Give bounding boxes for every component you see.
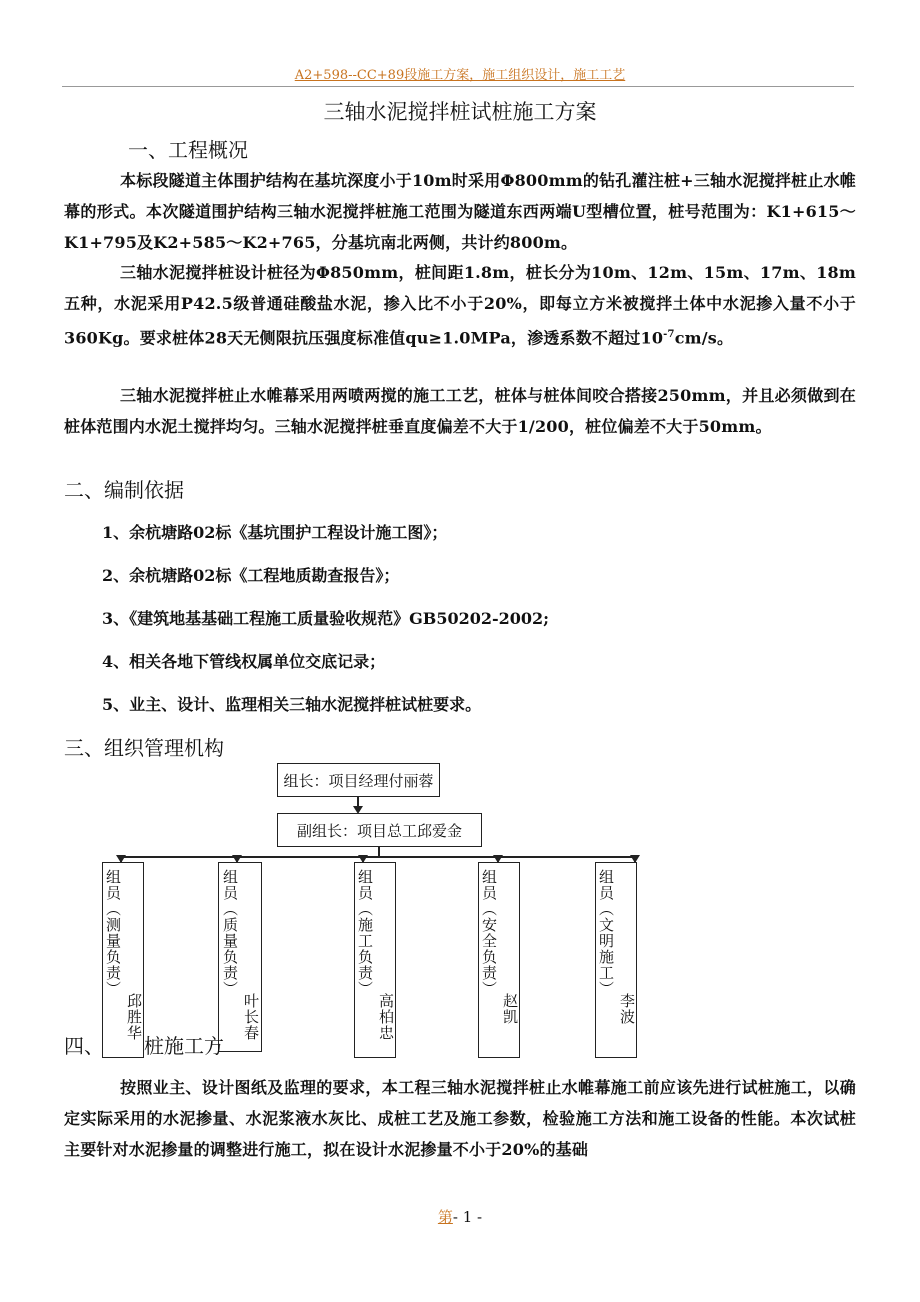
leader-box: 组长：项目经理付丽蓉 [277, 763, 440, 797]
overview-paragraph-3: 三轴水泥搅拌桩止水帷幕采用两喷两搅的施工工艺，桩体与桩体间咬合搭接250mm，并且必须做到在桩体范围内水泥土搅拌均匀。三轴水泥搅拌桩垂直度偏差不大于1/200，桩位偏差不大于50mm。 [64, 386, 856, 436]
member-name: 李波 [618, 993, 636, 1025]
section-heading-organization: 三、组织管理机构 [64, 736, 224, 760]
section-heading-overview: 一、工程概况 [128, 138, 248, 162]
document-title: 三轴水泥搅拌桩试桩施工方案 [323, 100, 597, 124]
section-heading-trial-left: 四、 [64, 1034, 104, 1058]
member-box [478, 862, 520, 1058]
member-name: 赵凯 [501, 993, 519, 1025]
page-footer [0, 1206, 920, 1227]
member-box [354, 862, 396, 1058]
member-name: 高柏忠 [377, 993, 395, 1041]
footer-prefix: 第 [437, 1208, 453, 1226]
member-box [595, 862, 637, 1058]
basis-item-3: 3、《建筑地基基础工程施工质量验收规范》GB50202-2002; [102, 609, 550, 628]
horizontal-branch-line [120, 856, 636, 858]
basis-item-2: 2、余杭塘路02标《工程地质勘查报告》； [102, 566, 400, 585]
overview-paragraph-2-text: 三轴水泥搅拌桩设计桩径为Φ850mm，桩间距1.8m，桩长分为10m、12m、15m、17m、18m五种，水泥采用P42.5级普通硅酸盐水泥，掺入比不小于20%，即每立方米被搅拌土体中水泥掺入量不小于360Kg。要求桩体28天无侧限抗压强度标准值qu≥1.0MPa，渗透系数不超过10 [64, 263, 856, 348]
basis-item-4: 4、相关各地下管线权属单位交底记录； [102, 652, 386, 671]
page-number: - 1 - [452, 1208, 483, 1226]
member-role: 组员（施工负责） [356, 869, 374, 997]
member-role: 组员（质量负责） [221, 869, 239, 997]
trial-paragraph: 按照业主、设计图纸及监理的要求，本工程三轴水泥搅拌桩止水帷幕施工前应该先进行试桩施工，以确定实际采用的水泥掺量、水泥浆液水灰比、成桩工艺及施工参数，检验施工方法和施工设备的性能。本次试桩主要针对水泥掺量的调整进行施工，拟在设计水泥掺量不小于20%的基础 [64, 1078, 856, 1159]
section-heading-trial-right: 桩施工方 [144, 1034, 224, 1058]
section-heading-basis: 二、编制依据 [64, 478, 184, 502]
member-role: 组员（安全负责） [480, 869, 498, 997]
basis-item-5: 5、业主、设计、监理相关三轴水泥搅拌桩试桩要求。 [102, 695, 482, 714]
member-role: 组员（测量负责） [104, 869, 122, 997]
member-box [102, 862, 144, 1058]
member-name: 邱胜华 [125, 993, 143, 1041]
exponent: -7 [663, 329, 675, 340]
deputy-box: 副组长：项目总工邱爱金 [277, 813, 482, 847]
member-box [218, 862, 262, 1052]
member-role: 组员（文明施工） [597, 869, 615, 997]
member-name: 叶长春 [242, 993, 260, 1041]
basis-item-1: 1、余杭塘路02标《基坑围护工程设计施工图》； [102, 523, 448, 542]
overview-paragraph-1: 本标段隧道主体围护结构在基坑深度小于10m时采用Φ800mm的钻孔灌注桩+三轴水泥搅拌桩止水帷幕的形式。本次隧道围护结构三轴水泥搅拌桩施工范围为隧道东西两端U型槽位置，桩号范围为：K1+615～K1+795及K2+585～K2+765，分基坑南北两侧，共计约800m。 [64, 171, 856, 252]
page-header: A2+598--CC+89段施工方案，施工组织设计，施工工艺 [294, 68, 626, 83]
overview-paragraph-2-unit: cm/s。 [674, 328, 734, 348]
